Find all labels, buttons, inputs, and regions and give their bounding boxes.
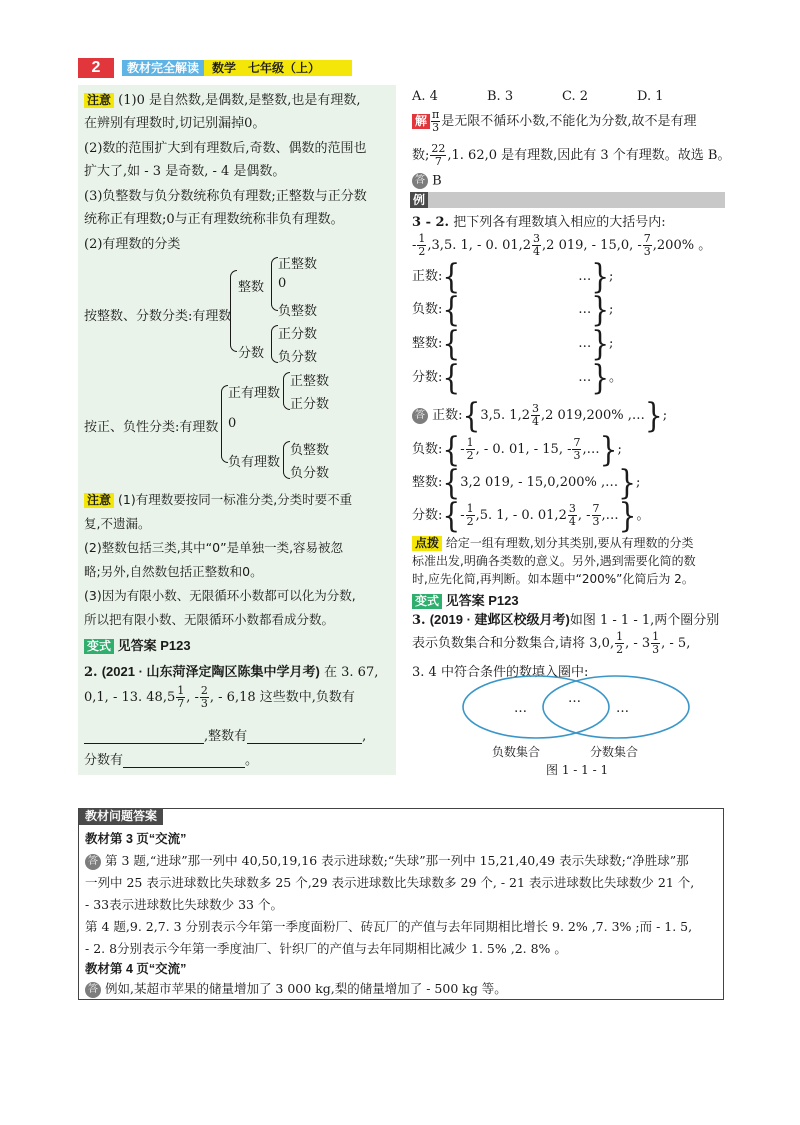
answer-label: 答: [85, 854, 101, 870]
note-text: 统称正有理数;0与正有理数统称非负有理数。: [84, 212, 344, 227]
answer-text: 一列中 25 表示进球数比失球数多 25 个,29 表示进球数比失球数多 29 个, - 21 表示进球数比失球数少 21 个,: [85, 875, 695, 890]
tree-leaf: 正分数: [290, 397, 330, 412]
note-text: 扩大了,如 - 3 是奇数, - 4 是偶数。: [84, 164, 286, 179]
answer-label: 答: [412, 408, 428, 424]
tip-label: 点拨: [412, 536, 442, 551]
question-text: 在 3. 67,: [324, 665, 379, 680]
variant-header: [84, 635, 191, 654]
left-panel: [78, 85, 396, 775]
question-text: 把下列各有理数填入相应的大括号内:: [453, 215, 666, 230]
brace: [271, 257, 278, 311]
answer-text: 例如,某超市苹果的储量增加了 3 000 kg,梨的储量增加了 - 500 kg 等。: [104, 981, 507, 996]
question-text: ,: [362, 729, 367, 744]
note-text: (2)数的范围扩大到有理数后,奇数、偶数的范围也: [84, 141, 367, 156]
tree-leaf: 负分数: [278, 350, 318, 365]
question-number: 3.: [412, 613, 426, 628]
tree-root-label: 按整数、分数分类:有理数: [84, 309, 232, 324]
solution-label: 解: [412, 114, 430, 129]
fraction: $\frac{2}{3}$: [200, 684, 208, 710]
question-text: , -: [186, 690, 199, 705]
tree-node: 0: [228, 416, 237, 431]
fraction: $\frac{1}{2}$: [466, 502, 474, 528]
brace: [283, 441, 290, 479]
tree-leaf: 负分数: [290, 466, 330, 481]
tree-root-label: 按正、负性分类:有理数: [84, 420, 219, 435]
fraction: $\frac{1}{7}$: [177, 684, 185, 710]
note-text: (3)因为有限小数、无限循环小数都可以化为分数,: [84, 588, 356, 603]
fraction: $\frac{\pi}{3}$: [432, 108, 440, 134]
section-title: 教材第 3 页“交流”: [85, 832, 187, 846]
question-text: 分数有: [84, 753, 124, 768]
answer-value: B: [432, 173, 442, 189]
answer-text: - 33表示进球数比失球数少 33 个。: [85, 897, 283, 912]
answer-1: [412, 173, 442, 189]
option-b[interactable]: B. 3: [487, 89, 514, 104]
solution-text: ,1. 62,0 是有理数,因此有 3 个有理数。故选 B。: [447, 148, 731, 163]
note-label: 注意: [84, 493, 114, 508]
answer-label: 答: [85, 982, 101, 998]
note-label: 注意: [84, 93, 114, 108]
tree-node: 分数: [238, 346, 265, 361]
variant-label: 变式: [84, 639, 114, 654]
question-number: 2.: [84, 665, 98, 680]
page-header: [78, 58, 348, 78]
answer-text: 第 4 题,9. 2,7. 3 分别表示今年第一季度面粉厂、砖瓦厂的产值与去年同期相比增长 9. 2% ,7. 3% ;而 - 1. 5,: [85, 919, 693, 934]
right-column: A. 4 B. 3 C. 2 D. 1 解 $\frac{\pi}{3}$ 是无限不循环小数,不能化为分数,故不是有理 数; $\frac{22}{7}$ ,1. 62,0 是有理数,因此有 3 个有理数。故选 B。 答 B 例 3 - 2. 把下列各有理数填入相应的大括号内: - $\frac{1}{2}$ ,3,5. 1, - 0. 01,2 $\frac{3}{4}$ ,2 019, - 15,0, - $\frac{7}{3}$ ,200% 。 正数:{ …}; 负数:{ …}; 整数:{ …}; 分数:{ …}。 答 正数:{3,5. 1,2 $\frac{3}{4}$ ,2 019,200% ,…}; 负数:{- $\frac{1}{2}$ , - 0. 01, - 15, - $\frac{7}{3}$ ,…}; 整数:{3,2 019, - 15,0,200% ,…}; 分数:{- $\frac{1}{2}$ ,5. 1, - 0. 01,2 $\frac{3}{4}$ , - $\frac{7}{3}$ ,…}。 点拨 给定一组有理数,划分其类别,要从有理数的分类 标准出发,明确各类数的意义。另外,遇到需要化简的数 时,应先化简,再判断。如本题中“200%”化简后为 2。 变式 见答案 P123 3. (2019 · 建邺区校级月考)如图 1 - 1 - 1,两个圈分别 表示负数集合和分数集合,请将 3,0, $\frac{1}{2}$ , - 3 $\frac{1}{3}$ , - 5, 3. 4 中符合条件的数填入圈中: … … … 负数集合 分数集合 图 1 - 1 - 1: [412, 89, 731, 777]
tree-leaf: 0: [278, 276, 287, 291]
venn-diagram: [460, 673, 690, 777]
tree-node: 负有理数: [228, 455, 281, 470]
option-d[interactable]: D. 1: [637, 89, 664, 104]
page-number: 2: [78, 58, 114, 78]
tip-text: 标准出发,明确各类数的意义。另外,遇到需要化简的数: [412, 554, 696, 568]
question-source: (2021 · 山东菏泽定陶区陈集中学月考): [101, 664, 320, 679]
subject-grade: 数学 七年级（上）: [204, 60, 352, 76]
note-text: (1)0 是自然数,是偶数,是整数,也是有理数,: [118, 93, 361, 108]
negative-set-circle: [463, 676, 609, 738]
note-text: 在辨别有理数时,切记别漏掉0。: [84, 116, 266, 131]
answer-text: 第 3 题,“进球”那一列中 40,50,19,16 表示进球数;“失球”那一列中 15,21,40,49 表示失球数;“净胜球”那: [104, 853, 689, 868]
venn-right-dots[interactable]: …: [616, 701, 629, 716]
answer-label: 答: [412, 173, 428, 189]
answer-ref: 见答案 P123: [117, 638, 191, 653]
fraction: $\frac{3}{4}$: [531, 402, 539, 428]
note-text: 复,不遗漏。: [84, 516, 151, 531]
fraction: $\frac{3}{4}$: [533, 232, 541, 258]
variant-header: [412, 590, 519, 609]
fraction: $\frac{22}{7}$: [431, 142, 446, 168]
solution-text: 是无限不循环小数,不能化为分数,故不是有理: [441, 114, 697, 129]
tree-leaf: 正整数: [278, 257, 318, 272]
option-a[interactable]: A. 4: [412, 89, 438, 104]
tree-leaf: 正分数: [278, 327, 318, 342]
venn-left-label: 负数集合: [492, 745, 541, 759]
question-text: ,整数有: [204, 729, 248, 744]
choice-options: [412, 89, 664, 104]
question-text: 。: [245, 753, 259, 768]
fraction: $\frac{7}{3}$: [592, 502, 600, 528]
question-text: 0,1, - 13. 48,5: [84, 690, 176, 705]
tree-node: 整数: [238, 280, 265, 295]
answer-blank[interactable]: [84, 743, 204, 744]
set-row-negative: 负数:{ …};: [412, 289, 614, 329]
tree-leaf: 正整数: [290, 374, 330, 389]
note-text: (3)负整数与负分数统称负有理数;正整数与正分数: [84, 189, 367, 204]
option-c[interactable]: C. 2: [562, 89, 589, 104]
answer-text: - 2. 8分别表示今年第一季度油厂、针织厂的产值与去年同期相比减少 1. 5% ,2. 8% 。: [85, 941, 567, 956]
note-text: 略;另外,自然数包括正整数和0。: [84, 564, 263, 579]
solution-text: 数;: [412, 148, 430, 163]
tree-leaf: 负整数: [278, 304, 318, 319]
question-text: , - 6,18 这些数中,负数有: [209, 690, 355, 705]
set-row-integer: 整数:{ …};: [412, 323, 614, 363]
question-text: 3. 4 中符合条件的数填入圈中:: [412, 665, 589, 680]
venn-left-dots[interactable]: …: [514, 701, 527, 716]
venn-middle-dots[interactable]: …: [568, 691, 581, 706]
box-title: 教材问题答案: [79, 808, 163, 825]
question-number: 3 - 2.: [412, 215, 450, 230]
example-bar: [410, 192, 725, 208]
question-source: (2019 · 建邺区校级月考): [429, 612, 570, 627]
question-text: 如图 1 - 1 - 1,两个圈分别: [569, 613, 720, 628]
set-row-fraction: 分数:{ …}。: [412, 357, 623, 397]
fraction: $\frac{1}{2}$: [466, 436, 474, 462]
figure-caption: 图 1 - 1 - 1: [546, 763, 609, 777]
brace: [283, 372, 290, 410]
answer-ref: 见答案 P123: [445, 593, 519, 608]
brace: [271, 325, 278, 363]
example-label: 例: [410, 192, 428, 208]
note-text: 所以把有限小数、无限循环小数都看成分数。: [84, 612, 335, 627]
fraction: $\frac{7}{3}$: [573, 436, 581, 462]
book-title: 教材完全解读: [122, 60, 204, 76]
set-row-positive: 正数:{ …};: [412, 256, 614, 296]
note-text: (2)整数包括三类,其中“0”是单独一类,容易被忽: [84, 540, 344, 555]
fraction: $\frac{1}{2}$: [616, 630, 624, 656]
textbook-answers-box: [78, 808, 724, 1000]
tree-node: 正有理数: [228, 386, 281, 401]
brace: [230, 270, 237, 352]
brace: [221, 385, 228, 463]
classification-title: (2)有理数的分类: [84, 237, 181, 252]
fraction: $\frac{1}{3}$: [652, 630, 660, 656]
tip-text: 时,应先化简,再判断。如本题中“200%”化简后为 2。: [412, 572, 694, 586]
answer-blank[interactable]: [247, 743, 362, 744]
fraction: $\frac{1}{2}$: [418, 232, 426, 258]
fraction: $\frac{3}{4}$: [568, 502, 576, 528]
venn-right-label: 分数集合: [590, 745, 639, 759]
section-title: 教材第 4 页“交流”: [85, 962, 187, 976]
tip-text: 给定一组有理数,划分其类别,要从有理数的分类: [445, 536, 694, 550]
variant-label: 变式: [412, 594, 442, 609]
note-text: (1)有理数要按同一标准分类,分类时要不重: [118, 492, 353, 507]
answer-blank[interactable]: [123, 767, 245, 768]
tree-leaf: 负整数: [290, 443, 330, 458]
fraction: $\frac{7}{3}$: [643, 232, 651, 258]
